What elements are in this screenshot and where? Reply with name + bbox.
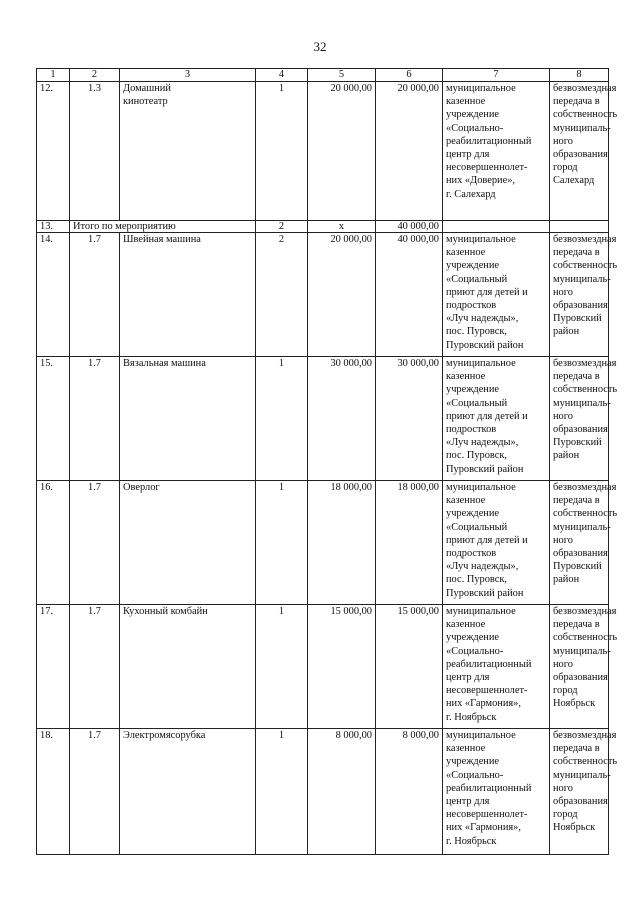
table-row: [37, 357, 609, 481]
total-label: Итого по мероприятию: [70, 221, 256, 233]
empty-cell: [550, 221, 609, 233]
activity-code: 1.3: [70, 82, 120, 221]
column-number: 3: [120, 69, 256, 82]
transfer-basis: безвозмездная передача в собственность муниципаль- ного образования Пуровский район: [550, 357, 609, 481]
column-number: 8: [550, 69, 609, 82]
unit-price: x: [308, 221, 376, 233]
total-sum: 18 000,00: [376, 481, 443, 605]
activity-code: 1.7: [70, 729, 120, 855]
row-number: 15.: [37, 357, 70, 481]
recipient: муниципальное казенное учреждение «Социально- реабилитационный центр для несовершеннолет- них «Гармония», г. Ноябрьск: [443, 729, 550, 855]
recipient: муниципальное казенное учреждение «Социально- реабилитационный центр для несовершеннолет- них «Доверие», г. Салехард: [443, 82, 550, 221]
transfer-basis: безвозмездная передача в собственность муниципаль- ного образования Пуровский район: [550, 233, 609, 357]
total-sum: 40 000,00: [376, 221, 443, 233]
recipient: муниципальное казенное учреждение «Социальный приют для детей и подростков «Луч надежды», пос. Пуровск, Пуровский район: [443, 233, 550, 357]
table-row: [37, 233, 609, 357]
unit-price: 20 000,00: [308, 233, 376, 357]
equipment-table: [36, 68, 618, 855]
table-row: [37, 729, 609, 855]
quantity: 1: [256, 357, 308, 481]
quantity: 1: [256, 605, 308, 729]
row-number: 13.: [37, 221, 70, 233]
quantity: 1: [256, 729, 308, 855]
total-sum: 40 000,00: [376, 233, 443, 357]
table-row: [37, 481, 609, 605]
column-number: 7: [443, 69, 550, 82]
empty-cell: [443, 221, 550, 233]
unit-price: 15 000,00: [308, 605, 376, 729]
unit-price: 20 000,00: [308, 82, 376, 221]
table-row: [37, 605, 609, 729]
item-name: Вязальная машина: [120, 357, 256, 481]
item-name: Домашний кинотеатр: [120, 82, 256, 221]
column-number: 1: [37, 69, 70, 82]
column-number: 4: [256, 69, 308, 82]
unit-price: 8 000,00: [308, 729, 376, 855]
row-number: 14.: [37, 233, 70, 357]
total-sum: 8 000,00: [376, 729, 443, 855]
item-name: Кухонный комбайн: [120, 605, 256, 729]
total-sum: 15 000,00: [376, 605, 443, 729]
row-number: 16.: [37, 481, 70, 605]
quantity: 2: [256, 233, 308, 357]
item-name: Электромясорубка: [120, 729, 256, 855]
table-row: [37, 82, 609, 221]
row-number: 18.: [37, 729, 70, 855]
quantity: 1: [256, 481, 308, 605]
row-number: 17.: [37, 605, 70, 729]
recipient: муниципальное казенное учреждение «Социальный приют для детей и подростков «Луч надежды», пос. Пуровск, Пуровский район: [443, 481, 550, 605]
transfer-basis: безвозмездная передача в собственность муниципаль- ного образования город Ноябрьск: [550, 729, 609, 855]
unit-price: 18 000,00: [308, 481, 376, 605]
quantity: 2: [256, 221, 308, 233]
activity-code: 1.7: [70, 605, 120, 729]
activity-code: 1.7: [70, 357, 120, 481]
column-number: 6: [376, 69, 443, 82]
unit-price: 30 000,00: [308, 357, 376, 481]
total-row: [37, 221, 609, 233]
transfer-basis: безвозмездная передача в собственность муниципаль- ного образования город Ноябрьск: [550, 605, 609, 729]
total-sum: 30 000,00: [376, 357, 443, 481]
row-number: 12.: [37, 82, 70, 221]
page-number: 32: [313, 39, 327, 54]
activity-code: 1.7: [70, 481, 120, 605]
quantity: 1: [256, 82, 308, 221]
total-sum: 20 000,00: [376, 82, 443, 221]
column-number: 5: [308, 69, 376, 82]
item-name: Швейная машина: [120, 233, 256, 357]
transfer-basis: безвозмездная передача в собственность муниципаль- ного образования город Салехард: [550, 82, 609, 221]
item-name: Оверлог: [120, 481, 256, 605]
recipient: муниципальное казенное учреждение «Социально- реабилитационный центр для несовершеннолет- них «Гармония», г. Ноябрьск: [443, 605, 550, 729]
transfer-basis: безвозмездная передача в собственность муниципаль- ного образования Пуровский район: [550, 481, 609, 605]
column-number-row: [37, 69, 609, 82]
column-number: 2: [70, 69, 120, 82]
activity-code: 1.7: [70, 233, 120, 357]
recipient: муниципальное казенное учреждение «Социальный приют для детей и подростков «Луч надежды», пос. Пуровск, Пуровский район: [443, 357, 550, 481]
